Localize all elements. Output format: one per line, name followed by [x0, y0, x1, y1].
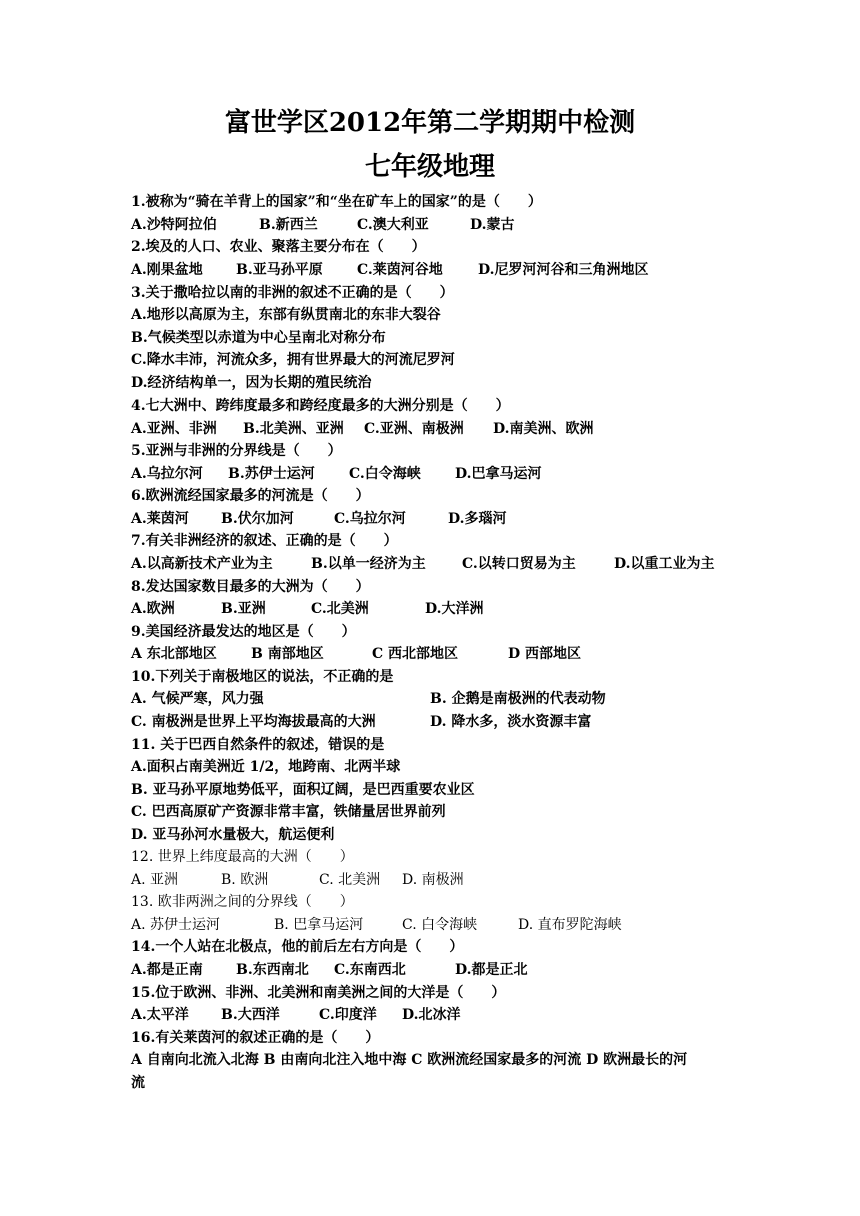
- statement-d: D. 亚马孙河水量极大，航运便利: [131, 827, 335, 843]
- statement-c: C.降水丰沛，河流众多，拥有世界最大的河流尼罗河: [131, 352, 455, 368]
- option-d: D. 降水多，淡水资源丰富: [430, 714, 592, 730]
- question-8: 8.发达国家数目最多的大洲为（ ）: [131, 579, 370, 595]
- option-b: B. 欧洲: [221, 872, 269, 888]
- question-1: 1.被称为“骑在羊背上的国家”和“坐在矿车上的国家”的是（ ）: [131, 194, 542, 210]
- option-a: A. 气候严寒，风力强: [131, 691, 264, 707]
- option-c: C.澳大利亚: [357, 217, 429, 233]
- option-b: B.新西兰: [259, 217, 318, 233]
- option-b: B.伏尔加河: [221, 511, 294, 527]
- option-b: B. 巴拿马运河: [274, 917, 364, 933]
- statement-d: D.经济结构单一，因为长期的殖民统治: [131, 375, 372, 391]
- option-a: A.以高新技术产业为主: [131, 556, 273, 572]
- option-a: A.莱茵河: [131, 511, 189, 527]
- option-c: C. 南极洲是世界上平均海拔最高的大洲: [131, 714, 376, 730]
- question-10: 10.下列关于南极地区的说法，不正确的是: [131, 669, 394, 685]
- options-q16-line1: A 自南向北流入北海 B 由南向北注入地中海 C 欧洲流经国家最多的河流 D 欧洲最长的河: [131, 1052, 688, 1068]
- option-a: A.亚洲、非洲: [131, 421, 217, 437]
- statement-a: A.面积占南美洲近 1/2，地跨南、北两半球: [131, 759, 401, 775]
- question-5: 5.亚洲与非洲的分界线是（ ）: [131, 443, 342, 459]
- question-15: 15.位于欧洲、非洲、北美洲和南美洲之间的大洋是（ ）: [131, 985, 506, 1001]
- option-b: B.大西洋: [221, 1007, 280, 1023]
- exam-subtitle: 七年级地理: [364, 152, 495, 182]
- options-q16-line2: 流: [131, 1075, 145, 1091]
- question-3: 3.关于撒哈拉以南的非洲的叙述不正确的是（ ）: [131, 285, 454, 301]
- option-a: A.乌拉尔河: [131, 466, 203, 482]
- statement-a: A.地形以高原为主，东部有纵贯南北的东非大裂谷: [131, 307, 441, 323]
- option-b: B.北美洲、亚洲: [243, 421, 344, 437]
- option-d: D 西部地区: [508, 646, 582, 662]
- option-c: C.北美洲: [311, 601, 369, 617]
- option-c: C. 北美洲: [319, 872, 381, 888]
- question-7: 7.有关非洲经济的叙述、正确的是（ ）: [131, 533, 398, 549]
- question-2: 2.埃及的人口、农业、聚落主要分布在（ ）: [131, 239, 426, 255]
- option-d: D.大洋洲: [425, 601, 484, 617]
- option-d: D. 南极洲: [402, 872, 464, 888]
- question-14: 14.一个人站在北极点，他的前后左右方向是（ ）: [131, 939, 464, 955]
- option-d: D. 直布罗陀海峡: [518, 917, 622, 933]
- question-12: 12. 世界上纬度最高的大洲（ ）: [131, 849, 354, 865]
- option-d: D.尼罗河河谷和三角洲地区: [478, 262, 649, 278]
- question-13: 13. 欧非两洲之间的分界线（ ）: [131, 894, 354, 910]
- option-c: C.莱茵河谷地: [357, 262, 443, 278]
- option-b: B. 企鹅是南极洲的代表动物: [430, 691, 606, 707]
- option-c: C.印度洋: [319, 1007, 377, 1023]
- option-b: B.亚洲: [221, 601, 266, 617]
- question-4: 4.七大洲中、跨纬度最多和跨经度最多的大洲分别是（ ）: [131, 398, 510, 414]
- option-b: B 南部地区: [251, 646, 324, 662]
- option-c: C.乌拉尔河: [334, 511, 406, 527]
- option-b: B.以单一经济为主: [311, 556, 426, 572]
- option-b: B.东西南北: [236, 962, 309, 978]
- option-d: D.蒙古: [470, 217, 515, 233]
- option-d: D.南美洲、欧洲: [493, 421, 594, 437]
- question-9: 9.美国经济最发达的地区是（ ）: [131, 624, 356, 640]
- exam-title: 富世学区2012年第二学期期中检测: [224, 108, 636, 138]
- option-a: A. 苏伊士运河: [131, 917, 221, 933]
- option-d: D.都是正北: [455, 962, 528, 978]
- option-c: C.白令海峡: [349, 466, 421, 482]
- question-6: 6.欧洲流经国家最多的河流是（ ）: [131, 488, 370, 504]
- question-11: 11. 关于巴西自然条件的叙述，错误的是: [131, 737, 385, 753]
- option-a: A.都是正南: [131, 962, 203, 978]
- option-a: A 东北部地区: [131, 646, 217, 662]
- option-a: A. 亚洲: [131, 872, 179, 888]
- option-b: B.苏伊士运河: [228, 466, 315, 482]
- option-c: C 西北部地区: [372, 646, 459, 662]
- option-d: D.以重工业为主: [614, 556, 715, 572]
- statement-b: B.气候类型以赤道为中心呈南北对称分布: [131, 330, 386, 346]
- option-d: D.北冰洋: [402, 1007, 461, 1023]
- option-a: A.沙特阿拉伯: [131, 217, 217, 233]
- option-c: C.以转口贸易为主: [462, 556, 576, 572]
- option-d: D.多瑙河: [448, 511, 507, 527]
- option-c: C.亚洲、南极洲: [364, 421, 464, 437]
- option-d: D.巴拿马运河: [455, 466, 542, 482]
- option-a: A.刚果盆地: [131, 262, 203, 278]
- statement-c: C. 巴西高原矿产资源非常丰富，铁储量居世界前列: [131, 804, 446, 820]
- option-a: A.欧洲: [131, 601, 175, 617]
- option-c: C. 白令海峡: [402, 917, 478, 933]
- statement-b: B. 亚马孙平原地势低平，面积辽阔，是巴西重要农业区: [131, 782, 475, 798]
- question-16: 16.有关莱茵河的叙述正确的是（ ）: [131, 1030, 380, 1046]
- option-c: C.东南西北: [334, 962, 406, 978]
- option-a: A.太平洋: [131, 1007, 189, 1023]
- option-b: B.亚马孙平原: [236, 262, 323, 278]
